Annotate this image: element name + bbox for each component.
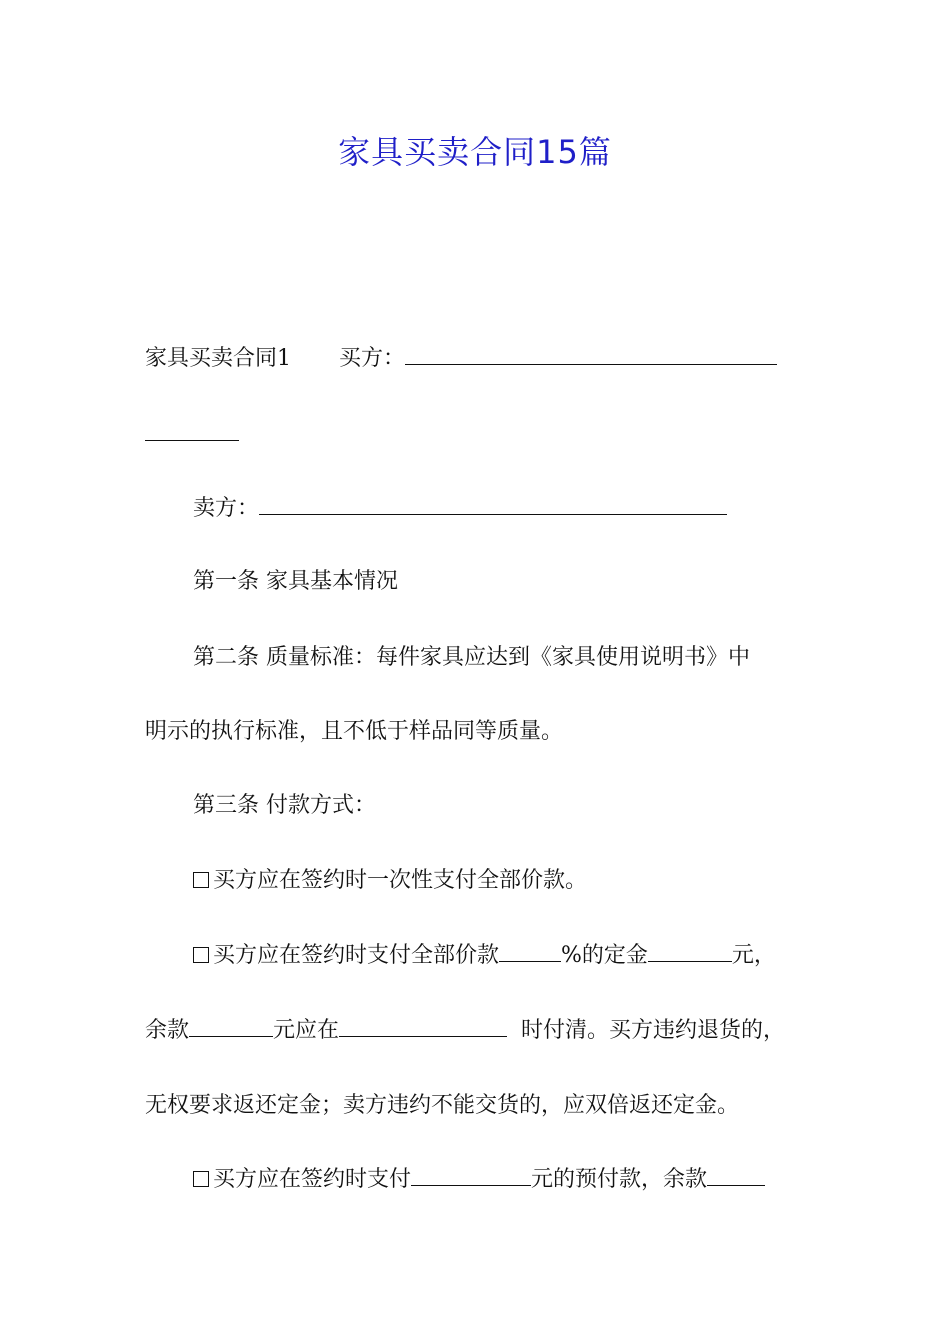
- buyer-blank-continued: [145, 420, 239, 450]
- buyer-line: [145, 344, 777, 374]
- option-2-text-d: 余款: [145, 1018, 190, 1043]
- deposit-percent-blank: [499, 941, 561, 962]
- option-2-text-e: 元应在: [273, 1018, 340, 1043]
- checkbox-icon[interactable]: [193, 947, 209, 963]
- buyer-blank: [405, 344, 777, 365]
- seller-line: [193, 494, 727, 524]
- seller-label: 卖方：: [193, 496, 260, 521]
- balance-amount-blank: [189, 1016, 273, 1037]
- buyer-label: 买方：: [339, 346, 406, 371]
- checkbox-icon[interactable]: [193, 1171, 209, 1187]
- document-title: 家具买卖合同15篇: [338, 133, 612, 171]
- balance-time-blank: [339, 1016, 507, 1037]
- prepayment-blank: [411, 1165, 531, 1186]
- seller-blank: [259, 494, 727, 515]
- deposit-amount-blank: [648, 941, 732, 962]
- payment-option-1: [193, 866, 587, 896]
- payment-option-3: [193, 1165, 765, 1195]
- buyer-blank-tail: [145, 420, 239, 441]
- article-3: 第三条 付款方式：: [193, 793, 376, 818]
- article-2-line-1: 第二条 质量标准：每件家具应达到《家具使用说明书》中: [193, 645, 750, 670]
- option-1-text: 买方应在签约时一次性支付全部价款。: [213, 868, 588, 893]
- option-3-text-b: 元的预付款，余款: [531, 1167, 708, 1192]
- payment-option-2-line-3: 无权要求返还定金；卖方违约不能交货的，应双倍返还定金。: [145, 1093, 740, 1118]
- option-2-text-b: %的定金: [561, 943, 648, 968]
- contract-heading: 家具买卖合同1: [145, 346, 291, 371]
- payment-option-2-line-1: [193, 941, 776, 971]
- option-3-text-a: 买方应在签约时支付: [213, 1167, 412, 1192]
- option-2-text-f: 时付清。买方违约退货的，: [521, 1018, 786, 1043]
- article-2-line-2: 明示的执行标准，且不低于样品同等质量。: [145, 719, 564, 744]
- option-2-text-c: 元，: [731, 943, 776, 968]
- option-2-text-a: 买方应在签约时支付全部价款: [213, 943, 500, 968]
- remaining-balance-blank: [707, 1165, 765, 1186]
- article-1: 第一条 家具基本情况: [193, 569, 398, 594]
- payment-option-2-line-2: [145, 1016, 785, 1046]
- checkbox-icon[interactable]: [193, 872, 209, 888]
